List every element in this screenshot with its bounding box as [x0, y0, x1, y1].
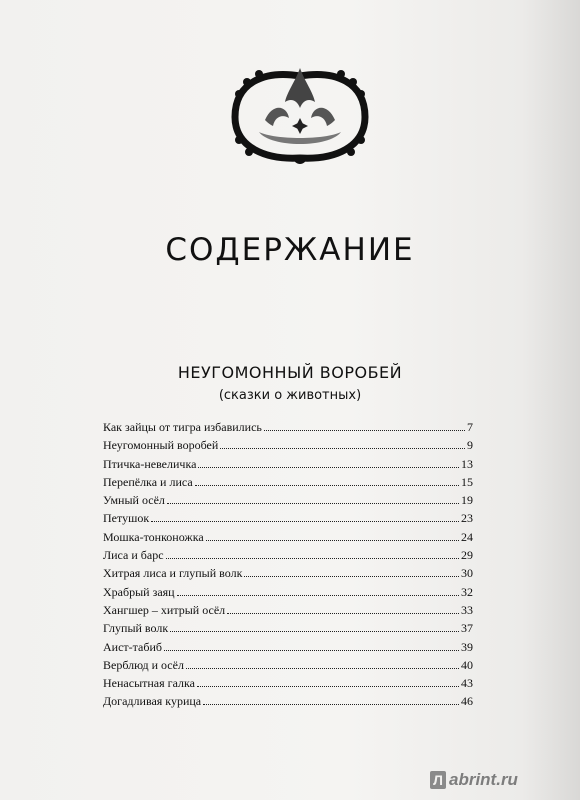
toc-entry-title: Неугомонный воробей — [103, 438, 219, 453]
dot-leader — [166, 558, 459, 559]
toc-entry[interactable] — [103, 530, 473, 548]
toc-entry-title: Хитрая лиса и глупый волк — [103, 566, 243, 581]
toc-entry[interactable] — [103, 694, 473, 712]
toc-entry[interactable] — [103, 566, 473, 584]
toc-entry-title: Хангшер – хитрый осёл — [103, 602, 226, 617]
toc-entry[interactable] — [103, 640, 473, 658]
dot-leader — [227, 613, 459, 614]
dot-leader — [177, 595, 459, 596]
dot-leader — [220, 448, 465, 449]
toc-entry-page: 9 — [467, 438, 473, 453]
toc-entry-page: 30 — [461, 566, 473, 581]
toc-entry[interactable] — [103, 457, 473, 475]
toc-entry-title: Мошка-тонконожка — [103, 529, 204, 544]
toc-entry-page: 15 — [461, 474, 473, 489]
toc-entry[interactable] — [103, 621, 473, 639]
dot-leader — [186, 668, 459, 669]
dot-leader — [206, 540, 459, 541]
toc-entry-title: Аист-табиб — [103, 639, 163, 654]
table-of-contents — [103, 420, 473, 713]
toc-entry-page: 7 — [467, 420, 473, 434]
toc-entry-page: 19 — [461, 493, 473, 508]
toc-entry-title: Глупый волк — [103, 621, 169, 636]
toc-entry[interactable] — [103, 475, 473, 493]
toc-entry-page: 46 — [461, 694, 473, 709]
dot-leader — [151, 521, 459, 522]
toc-entry[interactable] — [103, 438, 473, 456]
toc-entry[interactable] — [103, 511, 473, 529]
toc-entry[interactable] — [103, 585, 473, 603]
toc-entry-page: 37 — [461, 621, 473, 636]
toc-entry-page: 32 — [461, 584, 473, 599]
dot-leader — [170, 631, 459, 632]
dot-leader — [164, 650, 459, 651]
dot-leader — [198, 467, 459, 468]
toc-entry-page: 29 — [461, 548, 473, 563]
dot-leader — [264, 430, 465, 431]
dot-leader — [195, 485, 459, 486]
toc-entry-title: Перепёлка и лиса — [103, 474, 193, 489]
toc-entry[interactable] — [103, 493, 473, 511]
ornament-icon — [225, 62, 375, 167]
toc-entry-page: 13 — [461, 456, 473, 471]
toc-entry-title: Храбрый заяц — [103, 584, 175, 599]
toc-entry-title: Как зайцы от тигра избавились — [103, 420, 262, 434]
toc-entry-page: 43 — [461, 676, 473, 691]
watermark-logo-icon: Л — [430, 771, 446, 789]
dot-leader — [203, 704, 459, 705]
toc-entry[interactable] — [103, 603, 473, 621]
page-title: СОДЕРЖАНИЕ — [165, 232, 415, 268]
toc-entry[interactable] — [103, 676, 473, 694]
toc-entry-title: Ненасытная галка — [103, 676, 195, 691]
watermark — [430, 770, 518, 790]
toc-entry-title: Лиса и барс — [103, 548, 164, 563]
toc-entry-title: Умный осёл — [103, 493, 165, 508]
watermark-text: abrint.ru — [449, 770, 518, 789]
toc-entry[interactable] — [103, 548, 473, 566]
toc-entry-page: 40 — [461, 657, 473, 672]
toc-entry[interactable] — [103, 420, 473, 438]
toc-entry-title: Птичка-невеличка — [103, 456, 197, 471]
toc-entry-title: Верблюд и осёл — [103, 657, 184, 672]
toc-entry-page: 24 — [461, 529, 473, 544]
dot-leader — [167, 503, 459, 504]
section-title: НЕУГОМОННЫЙ ВОРОБЕЙ — [177, 363, 403, 382]
toc-entry-title: Петушок — [103, 511, 150, 526]
dot-leader — [244, 576, 459, 577]
toc-entry[interactable] — [103, 658, 473, 676]
toc-entry-title: Догадливая курица — [103, 694, 202, 709]
dot-leader — [197, 686, 459, 687]
section-subtitle: (сказки о животных) — [218, 388, 362, 403]
toc-entry-page: 33 — [461, 602, 473, 617]
toc-entry-page: 39 — [461, 639, 473, 654]
toc-entry-page: 23 — [461, 511, 473, 526]
